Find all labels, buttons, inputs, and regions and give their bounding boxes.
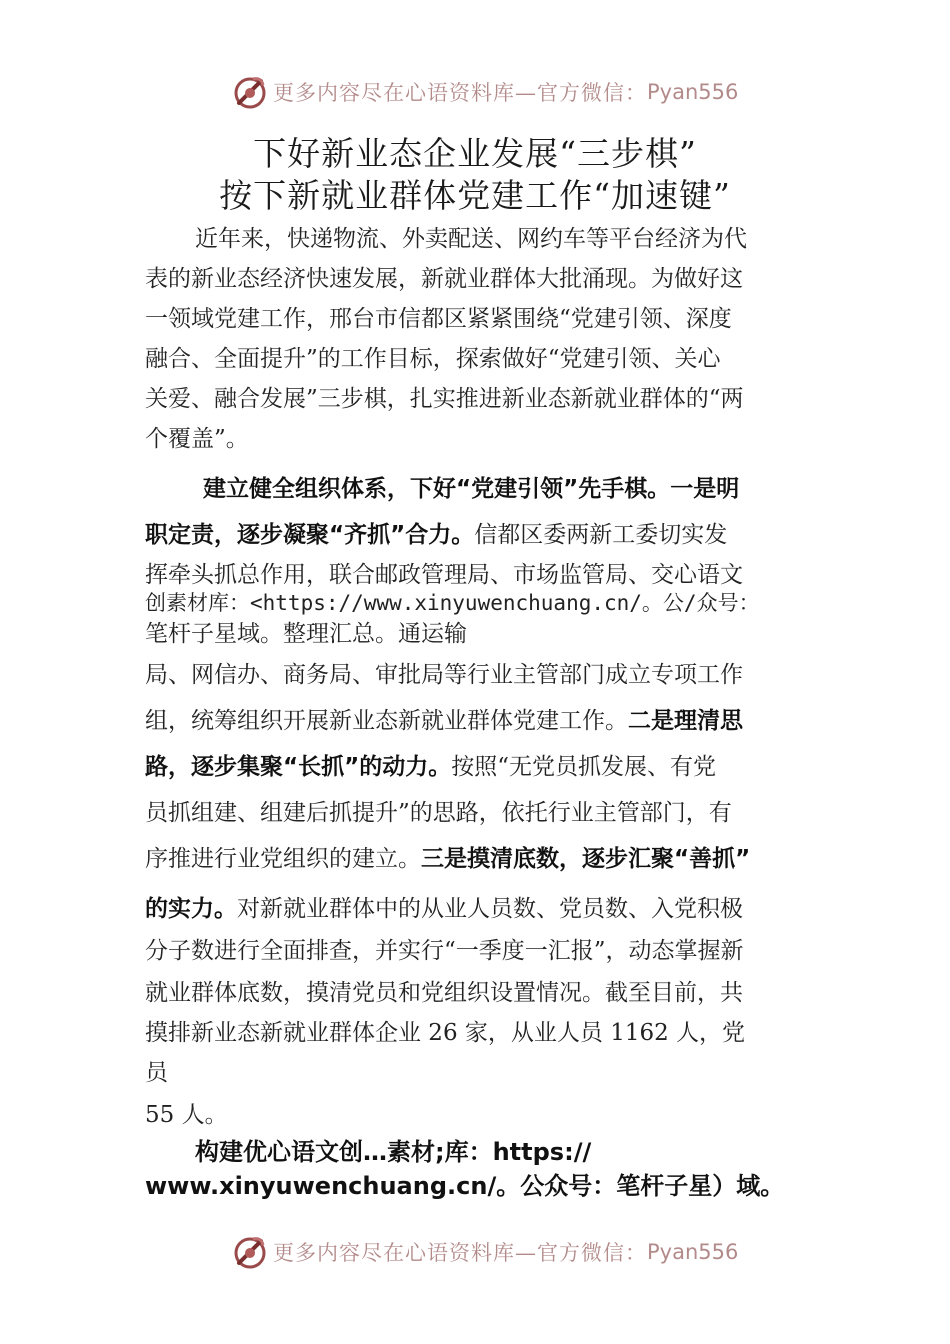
intro-line: 关爱、融合发展”三步棋，扎实推进新业态新就业群体的“两: [145, 386, 744, 412]
section1-subheading: 路，逐步集聚“长抓”的动力。: [145, 754, 452, 780]
header-watermark-banner: [231, 72, 738, 112]
section1-text: 序推进行业党组织的建立。: [145, 846, 421, 872]
section1-text: 信都区委两新工委切实发: [474, 522, 728, 548]
section1-line: [145, 840, 750, 873]
section1-line: 员抓组建、组建后抓提升”的思路，依托行业主管部门，有: [145, 800, 732, 826]
section1-subheading: 的实力。: [145, 896, 237, 922]
section1-text: 按照“无党员抓发展、有党: [451, 754, 716, 780]
banner-account: Pyan556: [647, 80, 739, 104]
section1-text: 对新就业群体中的从业人员数、党员数、入党积极: [237, 896, 743, 922]
section1-line: 员: [145, 1060, 168, 1086]
section2-heading-cont: www.xinyuwenchuang.cn/。公众号：笔杆子星）域。: [145, 1172, 785, 1200]
intro-line: 融合、全面提升”的工作目标，探索做好“党建引领、关心: [145, 346, 721, 372]
section1-line: 就业群体底数，摸清党员和党组织设置情况。截至目前，共: [145, 980, 743, 1006]
section1-line: 55 人。: [145, 1102, 228, 1128]
intro-line: 一领域党建工作，邢台市信都区紧紧围绕“党建引领、深度: [145, 306, 732, 332]
section1-heading: 建立健全组织体系，下好“党建引领”先手棋。一是明: [203, 476, 740, 502]
section1-text: 组，统筹组织开展新业态新就业群体党建工作。: [145, 708, 628, 734]
section1-line: 挥牵头抓总作用，联合邮政管理局、市场监管局、交心语文: [145, 562, 743, 588]
section1-line: [145, 702, 743, 735]
section1-subheading: 三是摸清底数，逐步汇聚“善抓”: [421, 846, 751, 872]
section1-line: 局、网信办、商务局、审批局等行业主管部门成立专项工作: [145, 662, 743, 688]
brush-logo-icon: [231, 1233, 269, 1271]
section1-line: [145, 748, 716, 781]
section1-line: 笔杆子星域。整理汇总。通运输: [145, 621, 467, 647]
section1-line: [145, 516, 727, 549]
section1-line: [203, 470, 739, 503]
banner-text: 更多内容尽在心语资料库—官方微信：: [273, 81, 647, 105]
intro-line: 表的新业态经济快速发展，新就业群体大批涌现。为做好这: [145, 266, 743, 292]
section1-subheading: 职定责，逐步凝聚“齐抓”合力。: [145, 522, 475, 548]
banner-account: Pyan556: [647, 1240, 739, 1264]
section1-line: [145, 587, 760, 617]
banner-text: 更多内容尽在心语资料库—官方微信：: [273, 1241, 647, 1265]
section1-line: 分子数进行全面排查，并实行“一季度一汇报”，动态掌握新: [145, 938, 744, 964]
footer-watermark-banner: [231, 1232, 738, 1272]
section2-heading: 构建优心语文创…素材;库：https://: [195, 1138, 592, 1166]
page-title-line1: 下好新业态企业发展“三步棋”: [253, 134, 697, 173]
intro-line: 个覆盖”。: [145, 426, 249, 452]
section1-line: 摸排新业态新就业群体企业 26 家，从业人员 1162 人，党: [145, 1020, 746, 1046]
intro-line: 近年来，快递物流、外卖配送、网约车等平台经济为代: [195, 226, 747, 252]
section1-subheading: 二是理清思: [628, 708, 743, 734]
section1-line: [145, 890, 743, 923]
watermark-url-text: 创素材库：<https://www.xinyuwenchuang.cn/。公/众号：: [145, 591, 760, 615]
brush-logo-icon: [231, 73, 269, 111]
page-title-line2: 按下新就业群体党建工作“加速键”: [219, 176, 731, 215]
